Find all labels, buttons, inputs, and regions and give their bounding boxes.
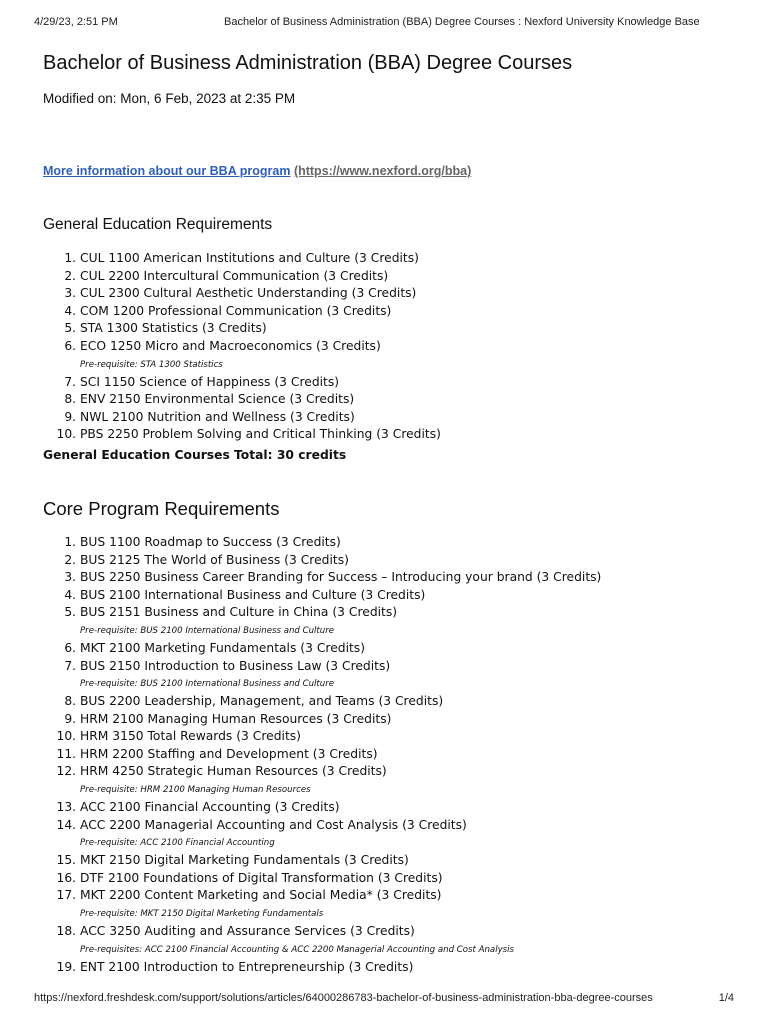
course-label: BUS 2150 Introduction to Business Law (3 Credits) bbox=[80, 658, 391, 673]
modified-date: Modified on: Mon, 6 Feb, 2023 at 2:35 PM bbox=[43, 91, 296, 106]
prerequisite-note: Pre-requisite: BUS 2100 International Business and Culture bbox=[80, 625, 335, 636]
general-education-list bbox=[43, 250, 733, 444]
list-item: 13. ACC 2100 Financial Accounting (3 Credits) bbox=[80, 799, 733, 817]
course-label: ACC 2200 Managerial Accounting and Cost Analysis (3 Credits) bbox=[80, 817, 467, 832]
list-item bbox=[80, 817, 733, 853]
list-item bbox=[80, 763, 733, 799]
list-item: 2. CUL 2200 Intercultural Communication (3 Credits) bbox=[80, 268, 733, 286]
list-item: 2. BUS 2125 The World of Business (3 Credits) bbox=[80, 552, 733, 570]
page-title: Bachelor of Business Administration (BBA) Degree Courses bbox=[43, 52, 573, 74]
article-body bbox=[43, 48, 733, 976]
list-item: 3. CUL 2300 Cultural Aesthetic Understanding (3 Credits) bbox=[80, 285, 733, 303]
list-item: 1. BUS 1100 Roadmap to Success (3 Credits) bbox=[80, 534, 733, 552]
list-item: 19. ENT 2100 Introduction to Entrepreneurship (3 Credits) bbox=[80, 959, 733, 977]
list-item bbox=[80, 887, 733, 923]
prerequisite-note: Pre-requisite: BUS 2100 International Business and Culture bbox=[80, 679, 335, 690]
list-item bbox=[80, 658, 733, 694]
list-item bbox=[80, 604, 733, 640]
general-education-total: General Education Courses Total: 30 credits bbox=[43, 447, 347, 462]
list-item: 1. CUL 1100 American Institutions and Culture (3 Credits) bbox=[80, 250, 733, 268]
more-info-link[interactable]: More information about our BBA program bbox=[43, 164, 291, 178]
course-label: HRM 4250 Strategic Human Resources (3 Credits) bbox=[80, 764, 387, 779]
list-item: 4. BUS 2100 International Business and Culture (3 Credits) bbox=[80, 587, 733, 605]
more-info-url[interactable]: (https://www.nexford.org/bba) bbox=[293, 164, 472, 178]
list-item: 15. MKT 2150 Digital Marketing Fundamentals (3 Credits) bbox=[80, 852, 733, 870]
course-label: ECO 1250 Micro and Macroeconomics (3 Credits) bbox=[80, 338, 381, 353]
more-info-line bbox=[43, 162, 733, 180]
course-label: ACC 3250 Auditing and Assurance Services (3 Credits) bbox=[80, 924, 415, 939]
print-footer bbox=[34, 992, 734, 1008]
list-item: 3. BUS 2250 Business Career Branding for Success – Introducing your brand (3 Credits) bbox=[80, 569, 733, 587]
list-item: 6. MKT 2100 Marketing Fundamentals (3 Credits) bbox=[80, 640, 733, 658]
prerequisite-note: Pre-requisite: STA 1300 Statistics bbox=[80, 359, 223, 370]
list-item: 8. ENV 2150 Environmental Science (3 Credits) bbox=[80, 391, 733, 409]
list-item: 16. DTF 2100 Foundations of Digital Transformation (3 Credits) bbox=[80, 870, 733, 888]
print-datetime: 4/29/23, 2:51 PM bbox=[34, 16, 118, 28]
core-program-list bbox=[43, 534, 733, 976]
list-item bbox=[80, 338, 733, 374]
list-item: 8. BUS 2200 Leadership, Management, and Teams (3 Credits) bbox=[80, 693, 733, 711]
course-label: BUS 2151 Business and Culture in China (3 Credits) bbox=[80, 605, 398, 620]
list-item: 4. COM 1200 Professional Communication (3 Credits) bbox=[80, 303, 733, 321]
list-item: 9. HRM 2100 Managing Human Resources (3 Credits) bbox=[80, 711, 733, 729]
list-item: 9. NWL 2100 Nutrition and Wellness (3 Credits) bbox=[80, 409, 733, 427]
list-item: 11. HRM 2200 Staffing and Development (3 Credits) bbox=[80, 746, 733, 764]
list-item: 10. PBS 2250 Problem Solving and Critical Thinking (3 Credits) bbox=[80, 426, 733, 444]
print-header bbox=[34, 16, 734, 32]
prerequisite-note: Pre-requisite: HRM 2100 Managing Human Resources bbox=[80, 785, 311, 796]
prerequisite-note: Pre-requisites: ACC 2100 Financial Accounting & ACC 2200 Managerial Accounting and Cost Analysis bbox=[80, 944, 515, 955]
prerequisite-note: Pre-requisite: MKT 2150 Digital Marketing Fundamentals bbox=[80, 909, 324, 920]
general-education-heading: General Education Requirements bbox=[43, 216, 273, 233]
list-item bbox=[80, 923, 733, 959]
core-program-heading: Core Program Requirements bbox=[43, 497, 280, 519]
list-item: 10. HRM 3150 Total Rewards (3 Credits) bbox=[80, 728, 733, 746]
prerequisite-note: Pre-requisite: ACC 2100 Financial Accounting bbox=[80, 838, 275, 849]
print-page-title: Bachelor of Business Administration (BBA) Degree Courses : Nexford University Knowledge Base bbox=[224, 16, 700, 28]
print-url: https://nexford.freshdesk.com/support/solutions/articles/64000286783-bachelor-of-business-administration-bba-degree-courses bbox=[34, 992, 653, 1004]
list-item: 5. STA 1300 Statistics (3 Credits) bbox=[80, 320, 733, 338]
page-number: 1/4 bbox=[718, 992, 734, 1004]
list-item: 7. SCI 1150 Science of Happiness (3 Credits) bbox=[80, 374, 733, 392]
course-label: MKT 2200 Content Marketing and Social Media* (3 Credits) bbox=[80, 888, 442, 903]
